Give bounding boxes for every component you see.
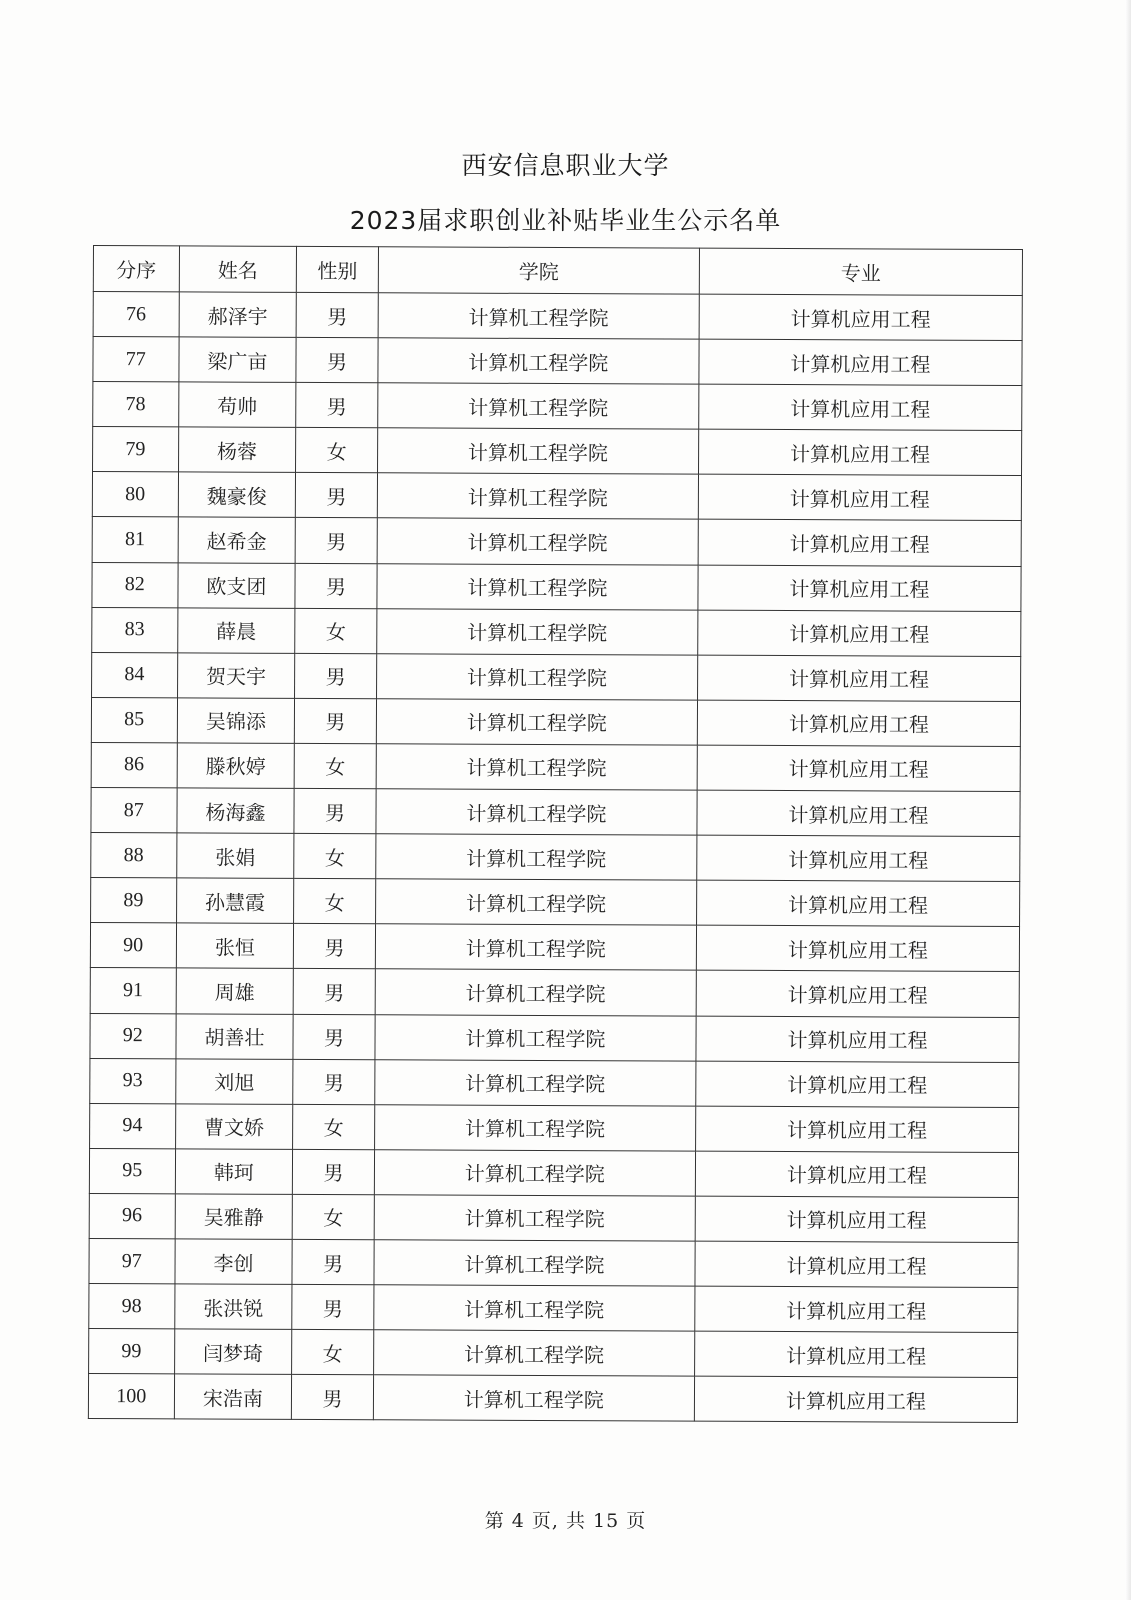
cell-gender: 男 bbox=[294, 924, 376, 969]
cell-index: 99 bbox=[89, 1329, 175, 1374]
cell-college: 计算机工程学院 bbox=[377, 518, 698, 564]
cell-name: 宋浩南 bbox=[174, 1374, 292, 1420]
cell-name: 闫梦琦 bbox=[174, 1329, 292, 1375]
cell-college: 计算机工程学院 bbox=[374, 1285, 695, 1331]
cell-name: 杨蓉 bbox=[178, 427, 296, 473]
cell-name: 孙慧霞 bbox=[176, 878, 294, 924]
cell-gender: 男 bbox=[293, 1059, 375, 1104]
cell-index: 85 bbox=[91, 697, 177, 742]
cell-index: 82 bbox=[92, 562, 178, 607]
cell-index: 78 bbox=[93, 382, 179, 427]
cell-gender: 男 bbox=[295, 518, 377, 563]
cell-gender: 男 bbox=[293, 969, 375, 1014]
cell-major: 计算机应用工程 bbox=[694, 1331, 1017, 1378]
cell-major: 计算机应用工程 bbox=[697, 655, 1020, 702]
cell-major: 计算机应用工程 bbox=[695, 1241, 1018, 1288]
table-row bbox=[90, 1103, 1019, 1152]
cell-major: 计算机应用工程 bbox=[697, 835, 1020, 882]
cell-college: 计算机工程学院 bbox=[375, 879, 696, 925]
cell-name: 胡善壮 bbox=[175, 1013, 293, 1059]
cell-major: 计算机应用工程 bbox=[697, 745, 1020, 792]
document-subtitle: 2023届求职创业补贴毕业生公示名单 bbox=[349, 206, 782, 235]
table-row bbox=[90, 923, 1019, 972]
cell-index: 98 bbox=[89, 1284, 175, 1329]
cell-major: 计算机应用工程 bbox=[695, 1286, 1018, 1333]
cell-index: 100 bbox=[88, 1374, 174, 1419]
cell-name: 张恒 bbox=[176, 923, 294, 969]
cell-gender: 男 bbox=[295, 653, 377, 698]
cell-name: 韩珂 bbox=[175, 1149, 293, 1195]
cell-index: 92 bbox=[90, 1013, 176, 1058]
cell-name: 滕秋婷 bbox=[177, 743, 295, 789]
cell-college: 计算机工程学院 bbox=[376, 789, 697, 835]
cell-major: 计算机应用工程 bbox=[696, 971, 1019, 1018]
cell-index: 80 bbox=[92, 472, 178, 517]
cell-major: 计算机应用工程 bbox=[695, 1106, 1018, 1153]
table-row bbox=[89, 1329, 1018, 1378]
cell-college: 计算机工程学院 bbox=[377, 473, 698, 519]
cell-index: 93 bbox=[90, 1058, 176, 1103]
document-title: 西安信息职业大学 bbox=[461, 151, 670, 180]
table-row bbox=[92, 652, 1021, 701]
cell-college: 计算机工程学院 bbox=[374, 1240, 695, 1286]
cell-gender: 男 bbox=[296, 292, 378, 337]
table-row bbox=[89, 1148, 1018, 1197]
cell-major: 计算机应用工程 bbox=[699, 384, 1022, 431]
cell-major: 计算机应用工程 bbox=[698, 520, 1021, 567]
table-row bbox=[93, 427, 1022, 476]
table-row bbox=[92, 607, 1021, 656]
cell-gender: 男 bbox=[296, 383, 378, 428]
cell-major: 计算机应用工程 bbox=[698, 429, 1021, 476]
cell-major: 计算机应用工程 bbox=[694, 1376, 1017, 1423]
cell-index: 83 bbox=[92, 607, 178, 652]
cell-name: 赵希金 bbox=[178, 517, 296, 563]
cell-name: 周雄 bbox=[176, 968, 294, 1014]
cell-gender: 男 bbox=[296, 337, 378, 382]
table-row bbox=[91, 697, 1020, 746]
header-gender: 性别 bbox=[297, 246, 379, 292]
cell-college: 计算机工程学院 bbox=[376, 699, 697, 745]
cell-major: 计算机应用工程 bbox=[697, 700, 1020, 747]
cell-gender: 女 bbox=[292, 1194, 374, 1239]
cell-index: 84 bbox=[92, 652, 178, 697]
header-college: 学院 bbox=[378, 247, 699, 294]
cell-name: 刘旭 bbox=[175, 1058, 293, 1104]
table-row bbox=[91, 788, 1020, 837]
cell-gender: 男 bbox=[293, 1149, 375, 1194]
table-row bbox=[93, 382, 1022, 431]
cell-name: 李创 bbox=[175, 1239, 293, 1285]
cell-gender: 女 bbox=[294, 879, 376, 924]
cell-name: 吴锦添 bbox=[177, 698, 295, 744]
cell-gender: 男 bbox=[292, 1284, 374, 1329]
cell-college: 计算机工程学院 bbox=[375, 969, 696, 1015]
cell-major: 计算机应用工程 bbox=[695, 1151, 1018, 1198]
cell-gender: 女 bbox=[294, 743, 376, 788]
cell-name: 欧支团 bbox=[177, 562, 295, 608]
cell-gender: 女 bbox=[296, 428, 378, 473]
cell-index: 90 bbox=[90, 923, 176, 968]
table-row bbox=[89, 1238, 1018, 1287]
cell-major: 计算机应用工程 bbox=[699, 339, 1022, 386]
cell-name: 曹文娇 bbox=[175, 1104, 293, 1150]
cell-gender: 女 bbox=[294, 834, 376, 879]
table-row bbox=[90, 1013, 1019, 1062]
cell-college: 计算机工程学院 bbox=[373, 1330, 694, 1376]
table-row bbox=[92, 472, 1021, 521]
header-name: 姓名 bbox=[179, 246, 297, 293]
cell-gender: 男 bbox=[293, 1014, 375, 1059]
page-footer: 第 4 页, 共 15 页 bbox=[484, 1510, 647, 1532]
cell-gender: 女 bbox=[295, 608, 377, 653]
cell-gender: 女 bbox=[293, 1104, 375, 1149]
cell-college: 计算机工程学院 bbox=[374, 1195, 695, 1241]
cell-gender: 男 bbox=[294, 788, 376, 833]
cell-college: 计算机工程学院 bbox=[373, 1375, 694, 1421]
cell-gender: 男 bbox=[292, 1375, 374, 1420]
cell-gender: 男 bbox=[295, 563, 377, 608]
cell-index: 95 bbox=[89, 1148, 175, 1193]
cell-name: 张洪锐 bbox=[174, 1284, 292, 1330]
cell-college: 计算机工程学院 bbox=[377, 608, 698, 654]
page-edge bbox=[1125, 0, 1131, 1600]
cell-college: 计算机工程学院 bbox=[377, 563, 698, 609]
cell-name: 吴雅静 bbox=[175, 1194, 293, 1240]
cell-college: 计算机工程学院 bbox=[377, 428, 698, 474]
header-index: 分序 bbox=[93, 246, 179, 292]
table-body bbox=[88, 292, 1022, 1423]
cell-name: 杨海鑫 bbox=[176, 788, 294, 834]
cell-index: 88 bbox=[91, 833, 177, 878]
cell-college: 计算机工程学院 bbox=[378, 383, 699, 429]
cell-college: 计算机工程学院 bbox=[376, 834, 697, 880]
cell-index: 76 bbox=[93, 292, 179, 337]
table-header-row bbox=[93, 246, 1022, 296]
table-row bbox=[88, 1374, 1017, 1423]
cell-college: 计算机工程学院 bbox=[374, 1104, 695, 1150]
cell-college: 计算机工程学院 bbox=[376, 653, 697, 699]
cell-college: 计算机工程学院 bbox=[375, 1059, 696, 1105]
cell-index: 79 bbox=[93, 427, 179, 472]
cell-major: 计算机应用工程 bbox=[696, 925, 1019, 972]
table-row bbox=[90, 968, 1019, 1017]
student-list-table bbox=[88, 245, 1023, 1423]
cell-college: 计算机工程学院 bbox=[374, 1150, 695, 1196]
cell-major: 计算机应用工程 bbox=[696, 880, 1019, 927]
table-row bbox=[93, 337, 1022, 386]
cell-name: 梁广亩 bbox=[178, 337, 296, 383]
cell-index: 89 bbox=[91, 878, 177, 923]
cell-major: 计算机应用工程 bbox=[695, 1196, 1018, 1243]
cell-major: 计算机应用工程 bbox=[698, 610, 1021, 657]
table-row bbox=[91, 878, 1020, 927]
cell-college: 计算机工程学院 bbox=[378, 293, 699, 339]
cell-index: 97 bbox=[89, 1238, 175, 1283]
cell-major: 计算机应用工程 bbox=[696, 1016, 1019, 1063]
table-row bbox=[90, 1058, 1019, 1107]
cell-index: 77 bbox=[93, 337, 179, 382]
cell-index: 86 bbox=[91, 742, 177, 787]
cell-index: 96 bbox=[89, 1193, 175, 1238]
cell-gender: 男 bbox=[292, 1239, 374, 1284]
cell-name: 魏豪俊 bbox=[178, 472, 296, 518]
table-row bbox=[89, 1193, 1018, 1242]
table-row bbox=[91, 833, 1020, 882]
cell-major: 计算机应用工程 bbox=[696, 1061, 1019, 1108]
cell-index: 94 bbox=[90, 1103, 176, 1148]
cell-gender: 女 bbox=[292, 1330, 374, 1375]
cell-college: 计算机工程学院 bbox=[376, 744, 697, 790]
table-row bbox=[92, 562, 1021, 611]
cell-name: 薛晨 bbox=[177, 608, 295, 654]
table-row bbox=[91, 742, 1020, 791]
cell-major: 计算机应用工程 bbox=[698, 565, 1021, 612]
cell-college: 计算机工程学院 bbox=[378, 338, 699, 384]
cell-college: 计算机工程学院 bbox=[375, 924, 696, 970]
table-row bbox=[89, 1284, 1018, 1333]
cell-name: 张娟 bbox=[176, 833, 294, 879]
cell-name: 郝泽宇 bbox=[179, 292, 297, 338]
table-row bbox=[92, 517, 1021, 566]
cell-name: 贺天宇 bbox=[177, 653, 295, 699]
cell-college: 计算机工程学院 bbox=[375, 1014, 696, 1060]
cell-name: 苟帅 bbox=[178, 382, 296, 428]
table-row bbox=[93, 292, 1022, 341]
cell-major: 计算机应用工程 bbox=[698, 475, 1021, 522]
cell-major: 计算机应用工程 bbox=[697, 790, 1020, 837]
header-major: 专业 bbox=[699, 248, 1022, 295]
cell-index: 87 bbox=[91, 788, 177, 833]
cell-gender: 男 bbox=[296, 473, 378, 518]
cell-index: 91 bbox=[90, 968, 176, 1013]
cell-gender: 男 bbox=[295, 698, 377, 743]
cell-index: 81 bbox=[92, 517, 178, 562]
cell-major: 计算机应用工程 bbox=[699, 294, 1022, 341]
